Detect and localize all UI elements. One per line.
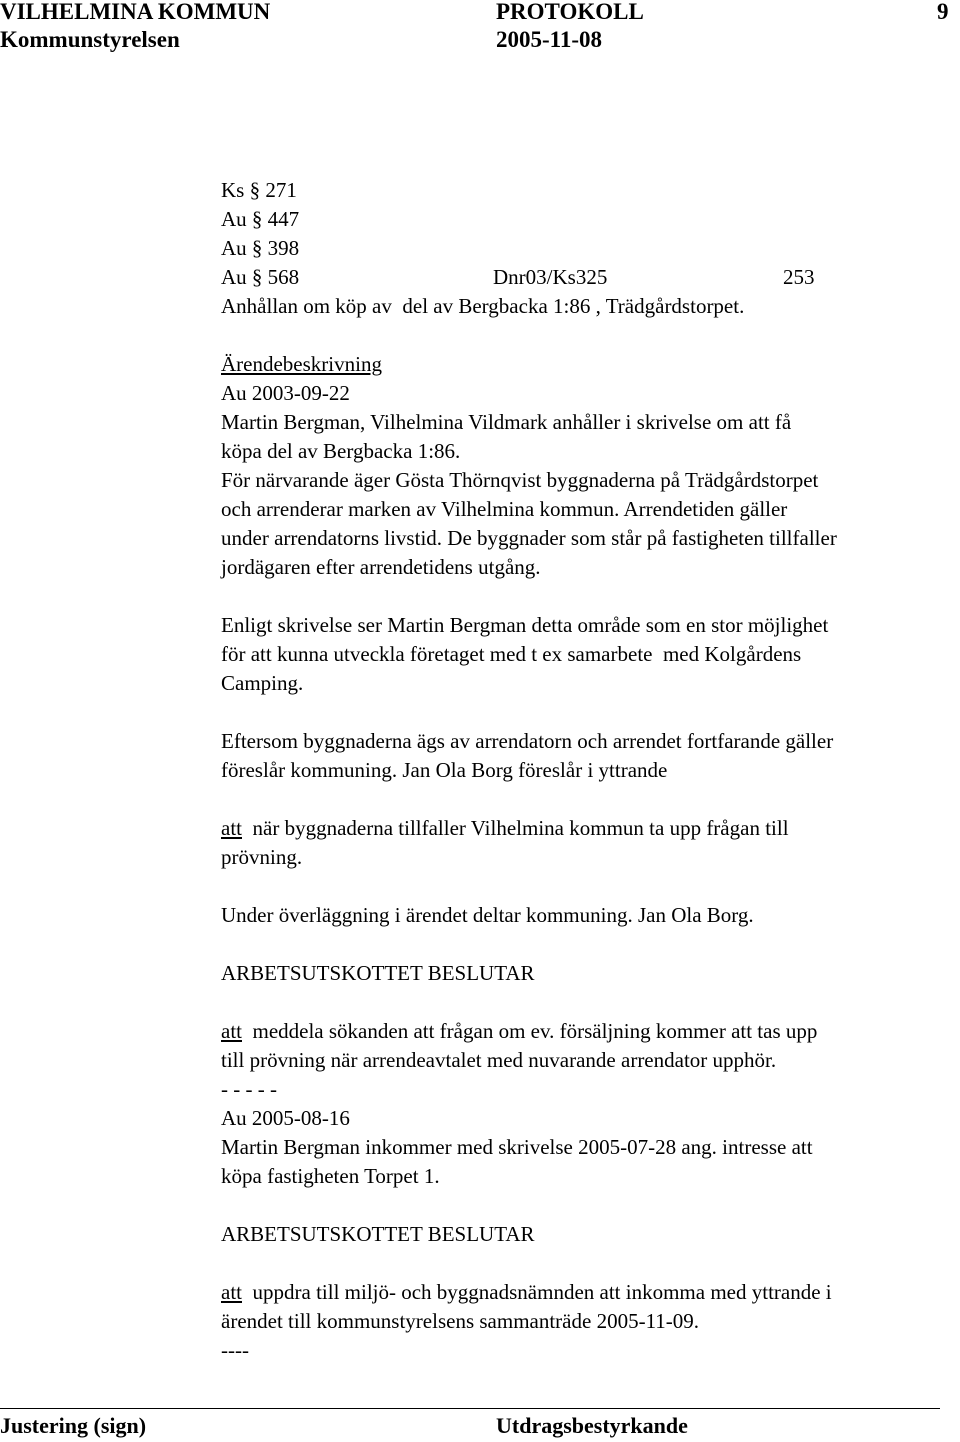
description-line-2: köpa del av Bergbacka 1:86. (221, 439, 461, 463)
description-line-6: jordägaren efter arrendetidens utgång. (221, 555, 541, 579)
reference-ks: Ks § 271 (221, 178, 297, 202)
decision1-separator: - - - - - (221, 1077, 277, 1101)
paragraph2-line-2: för att kunna utveckla företaget med t ex samarbete med Kolgårdens (221, 642, 802, 666)
decision1-line-2: till prövning när arrendeavtalet med nuvarande arrendator upphör. (221, 1048, 777, 1072)
att-keyword: att (221, 1280, 242, 1304)
followup-line-2: köpa fastigheten Torpet 1. (221, 1164, 440, 1188)
proposal-line-1: att när byggnaderna tillfaller Vilhelmina kommun ta upp frågan till (221, 816, 789, 840)
description-line-4: och arrenderar marken av Vilhelmina kommun. Arrendetiden gäller (221, 497, 788, 521)
proposal-line-2: prövning. (221, 845, 303, 869)
paragraph2-line-1: Enligt skrivelse ser Martin Bergman detta område som en stor möjlighet (221, 613, 829, 637)
description-line-1: Martin Bergman, Vilhelmina Vildmark anhåller i skrivelse om att få (221, 410, 792, 434)
decision2-separator: ---- (221, 1338, 249, 1362)
paragraph2-line-3: Camping. (221, 671, 304, 695)
reference-au-447: Au § 447 (221, 207, 300, 231)
document-type: PROTOKOLL (496, 0, 644, 24)
certified-copy-label: Utdragsbestyrkande (496, 1413, 688, 1438)
reference-au-398: Au § 398 (221, 236, 300, 260)
followup-line-1: Martin Bergman inkommer med skrivelse 2005-07-28 ang. intresse att (221, 1135, 813, 1159)
case-title: Anhållan om köp av del av Bergbacka 1:86 , Trädgårdstorpet. (221, 294, 745, 318)
meeting-date: 2005-11-08 (496, 27, 603, 52)
decision1-heading: ARBETSUTSKOTTET BESLUTAR (221, 961, 535, 985)
description-line-5: under arrendatorns livstid. De byggnader som står på fastigheten tillfaller (221, 526, 837, 550)
description-line-3: För närvarande äger Gösta Thörnqvist byggnaderna på Trädgårdstorpet (221, 468, 819, 492)
description-au-date: Au 2003-09-22 (221, 381, 350, 405)
att-keyword: att (221, 816, 242, 840)
paragraph3-line-2: föreslår kommuning. Jan Ola Borg föreslår i yttrande (221, 758, 668, 782)
decision2-line-1: att uppdra till miljö- och byggnadsnämnden att inkomma med yttrande i (221, 1280, 832, 1304)
reference-au-568: Au § 568 Dnr03/Ks325 253 (221, 263, 837, 292)
signature-label: Justering (sign) (0, 1413, 147, 1438)
footer-divider (0, 1408, 940, 1409)
att-keyword: att (221, 1019, 242, 1043)
paragraph3-line-1: Eftersom byggnaderna ägs av arrendatorn och arrendet fortfarande gäller (221, 729, 834, 753)
municipality-name: VILHELMINA KOMMUN (0, 0, 271, 24)
decision2-heading: ARBETSUTSKOTTET BESLUTAR (221, 1222, 535, 1246)
document-body (221, 176, 837, 1365)
diary-number: Dnr03/Ks325 (493, 265, 608, 289)
deliberation-text: Under överläggning i ärendet deltar kommuning. Jan Ola Borg. (221, 903, 754, 927)
committee-name: Kommunstyrelsen (0, 27, 180, 52)
followup-au-date: Au 2005-08-16 (221, 1106, 350, 1130)
page-number: 9 (937, 0, 949, 24)
decision1-line-1: att meddela sökanden att frågan om ev. försäljning kommer att tas upp (221, 1019, 818, 1043)
case-code: 253 (783, 265, 815, 289)
description-heading: Ärendebeskrivning (221, 352, 382, 376)
decision2-line-2: ärendet till kommunstyrelsens sammanträde 2005-11-09. (221, 1309, 700, 1333)
